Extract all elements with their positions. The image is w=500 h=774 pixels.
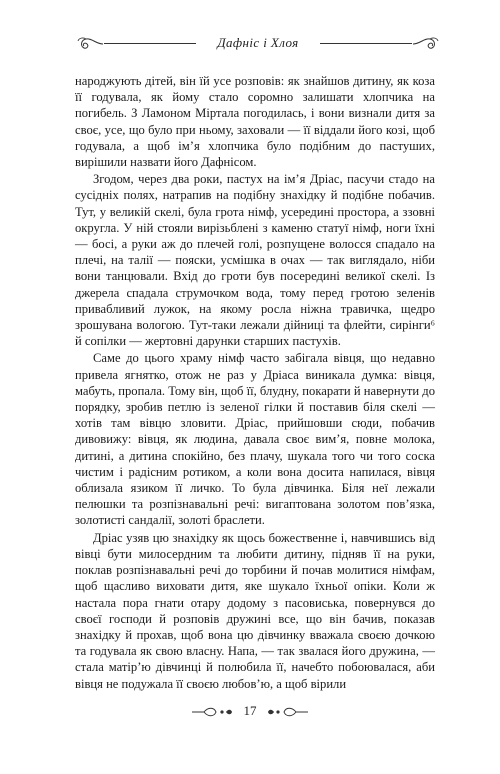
body-text	[75, 73, 435, 693]
paragraph-4: Дріас узяв цю знахідку як щось божественне і, навчившись від вівці бути милосердним та любити дитину, підняв її на руки, поклав розпізнавальні речі до торбини й почав молитися німфам, щоб щасливо виховати дитя, яке шукало їхньої опіки. Коли ж настала пора гнати отару додому з пасовиська, повернувся до своєї господи й розповів дружині все, що він бачив, показав знахідку й прохав, щоб вона цю дівчинку вважала своєю дочкою та годувала як свою власну. Напа, — так звалася його дружина, — стала матір’ю дівчинці й полюбила її, начебто побоювалася, аби вівця не подужала її своєю любов’ю, а щоб вірили	[75, 530, 435, 691]
page-footer	[190, 703, 310, 721]
paragraph-1: народжують дітей, він їй усе розповів: як знайшов дитину, як коза її годувала, як йому стало соромно залишати хлопчика на погибель. З Ламоном Міртала погодилась, і вони визнали дитя за своє, усе, що було при ньому, заховали — її віддали його козі, щоб годувала, а щоб ім’я хлопчика було подібним до пастуших, вирішили назвати його Дафнісом.	[75, 74, 435, 170]
header-rule-left	[104, 43, 196, 44]
paragraph-3: Саме до цього храму німф часто забігала вівця, що недавно привела ягнятко, отож не раз у Дріаса виникала думка: вівця, мабуть, пропала. Тому він, щоб її, блудну, покарати й навернути до порядку, зробив петлю із зеленої гілки й поставив біля скелі — хотів там вівцю зловити. Дріас, прийшовши сюди, побачив дивовижу: вівця, як людина, давала своє вим’я, повне молока, дитині, а дитина спокійно, без плачу, шукала того чи того соска чистим і радісним ротиком, а коли вона досита напилася, вівця облизала язиком її личко. То була дівчинка. Біля неї лежали пелюшки та розпізнавальні речі: вигаптована золотом пов’язка, золотисті сандалії, золоті браслети.	[75, 351, 435, 528]
page-number: 17	[243, 703, 257, 718]
right-flourish-ornament	[412, 36, 440, 52]
running-title: Дафніс і Хлоя	[217, 35, 299, 50]
running-header	[74, 32, 434, 56]
left-flourish-ornament	[76, 36, 104, 52]
footer-ornament-left	[190, 706, 234, 718]
footer-ornament-right	[266, 706, 310, 718]
paragraph-2: Згодом, через два роки, пастух на ім’я Дріас, пасучи стадо на сусідніх полях, натрапив на подібну знахідку й подібне побачив. Тут, у великій скелі, була грота німф, усередині простора, а ззовні округла. У ній стояли вирізьблені з каменю статуї німф, ноги їхні — босі, а руки аж до плечей голі, розпущене волосся спадало на плечі, на талії — пояски, усмішка в очах — так виглядало, ніби вони танцювали. Вхід до гроти був посередині великої скелі. Із джерела спадала струмочком вода, тому перед гротою зеленів привабливий лужок, на якому росла ніжна травичка, щедро зрошувана вологою. Тут-таки лежали дійниці та флейти, сирінги⁶ й сопілки — жертовні дарунки старших пастухів.	[75, 172, 435, 349]
header-rule-right	[320, 43, 412, 44]
